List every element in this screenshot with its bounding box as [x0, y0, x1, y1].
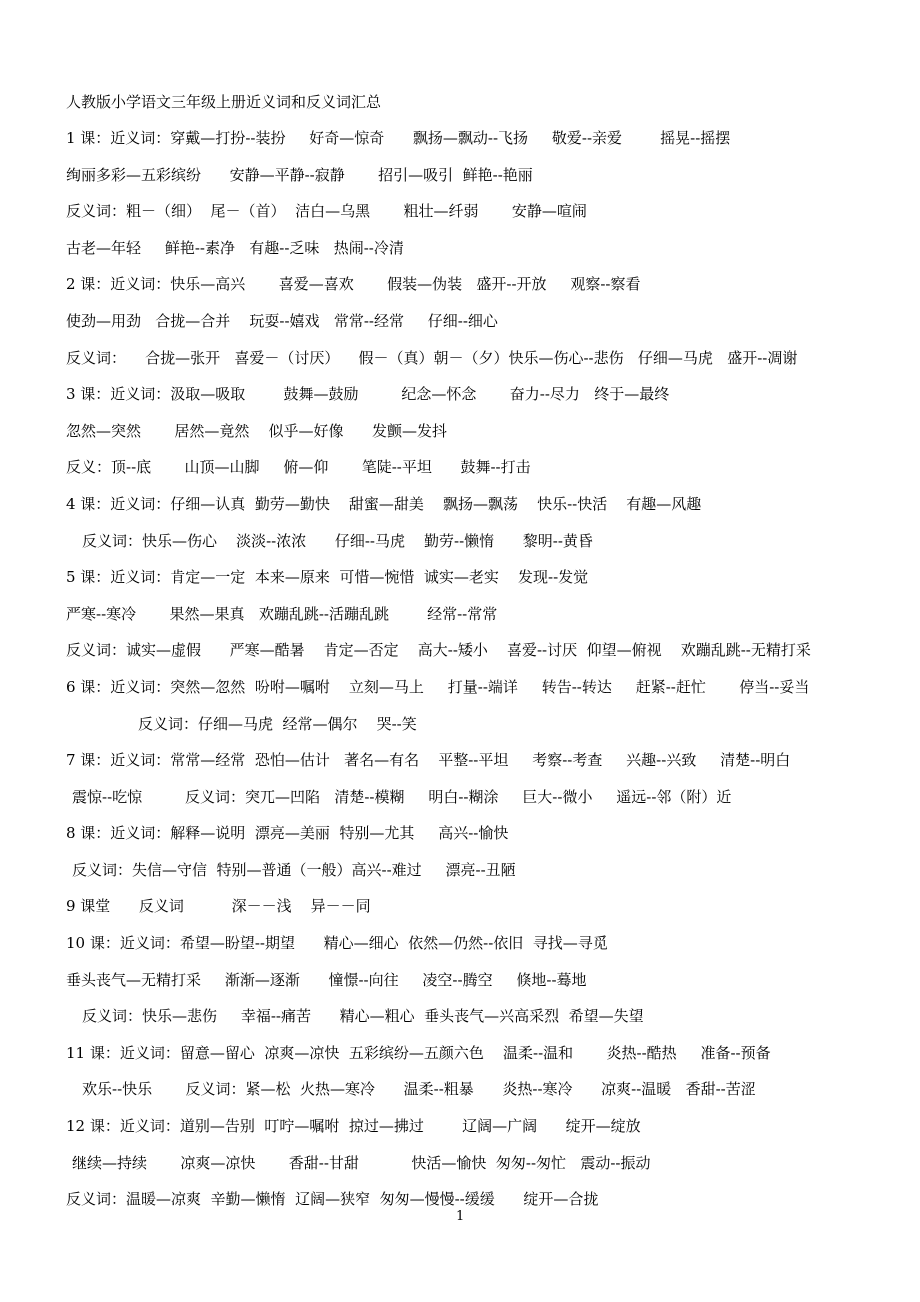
- text-line: 反义词：失信—守信 特别—普通（一般）高兴--难过 漂亮--丑陋: [72, 860, 516, 879]
- text-line: 忽然—突然 居然—竟然 似乎—好像 发颤—发抖: [66, 421, 448, 440]
- text-line: 反义词： 合拢—张开 喜爱－（讨厌） 假－（真）朝－（夕）快乐—伤心--悲伤 仔细—马虎 盛开--凋谢: [66, 348, 798, 367]
- text-line: 绚丽多彩—五彩缤纷 安静—平静--寂静 招引—吸引 鲜艳--艳丽: [66, 165, 533, 184]
- text-line: 严寒--寒冷 果然—果真 欢蹦乱跳--活蹦乱跳 经常--常常: [66, 604, 498, 623]
- text-line: 11 课：近义词：留意—留心 凉爽—凉快 五彩缤纷—五颜六色 温柔--温和 炎热--酷热 准备--预备: [66, 1043, 771, 1062]
- text-line: 4 课：近义词：仔细—认真 勤劳—勤快 甜蜜—甜美 飘扬—飘荡 快乐--快活 有趣—风趣: [66, 494, 702, 513]
- text-line: 反义：顶--底 山顶—山脚 俯—仰 笔陡--平坦 鼓舞--打击: [66, 458, 531, 477]
- text-line: 反义词：快乐—伤心 淡淡--浓浓 仔细--马虎 勤劳--懒惰 黎明--黄昏: [82, 531, 593, 550]
- text-line: 欢乐--快乐 反义词：紧—松 火热—寒冷 温柔--粗暴 炎热--寒冷 凉爽--温暖 香甜--苦涩: [82, 1080, 756, 1099]
- text-line: 6 课：近义词：突然—忽然 吩咐—嘱咐 立刻—马上 打量--端详 转告--转达 赶紧--赶忙 停当--妥当: [66, 677, 810, 696]
- text-line: 反义词：诚实—虚假 严寒—酷暑 肯定—否定 高大--矮小 喜爱--讨厌 仰望—俯视 欢蹦乱跳--无精打采: [66, 641, 811, 660]
- page-number: 1: [456, 1209, 465, 1224]
- text-line: 10 课：近义词：希望—盼望--期望 精心—细心 依然—仍然--依旧 寻找—寻觅: [66, 934, 608, 953]
- text-line: 5 课：近义词：肯定—一定 本来—原来 可惜—惋惜 诚实—老实 发现--发觉: [66, 568, 589, 587]
- text-line: 使劲—用劲 合拢—合并 玩耍--嬉戏 常常--经常 仔细--细心: [66, 311, 498, 330]
- document-title: 人教版小学语文三年级上册近义词和反义词汇总: [66, 93, 382, 111]
- text-line: 反义词：温暖—凉爽 辛勤—懒惰 辽阔—狭窄 匆匆—慢慢--缓缓 绽开—合拢: [66, 1190, 599, 1209]
- text-line: 3 课：近义词：汲取—吸取 鼓舞—鼓励 纪念—怀念 奋力--尽力 终于—最终: [66, 385, 670, 404]
- text-line: 垂头丧气—无精打采 渐渐—逐渐 憧憬--向往 凌空--腾空 倏地--蓦地: [66, 970, 587, 989]
- text-line: 12 课：近义词：道别—告别 叮咛—嘱咐 掠过—拂过 辽阔—广阔 绽开—绽放: [66, 1117, 641, 1136]
- text-line: 反义词：快乐—悲伤 幸福--痛苦 精心—粗心 垂头丧气—兴高采烈 希望—失望: [82, 1007, 644, 1026]
- text-line: 反义词：仔细—马虎 经常—偶尔 哭--笑: [138, 714, 417, 733]
- text-line: 震惊--吃惊 反义词：突兀—凹陷 清楚--模糊 明白--糊涂 巨大--微小 遥远--邻（附）近: [72, 787, 732, 806]
- text-line: 2 课：近义词：快乐—高兴 喜爱—喜欢 假装—伪装 盛开--开放 观察--察看: [66, 275, 641, 294]
- text-line: 7 课：近义词：常常—经常 恐怕—估计 著名—有名 平整--平坦 考察--考查 兴趣--兴致 清楚--明白: [66, 751, 791, 770]
- text-line: 古老—年轻 鲜艳--素净 有趣--乏味 热闹--冷清: [66, 238, 404, 257]
- text-line: 9 课堂 反义词 深－－浅 异－－同: [66, 897, 371, 916]
- text-line: 继续—持续 凉爽—凉快 香甜--甘甜 快活—愉快 匆匆--匆忙 震动--振动: [72, 1153, 651, 1172]
- text-line: 反义词：粗－（细） 尾－（首） 洁白—乌黑 粗壮—纤弱 安静—喧闹: [66, 202, 587, 221]
- vocabulary-list: [0, 127, 920, 1225]
- text-line: 1 课：近义词：穿戴—打扮--装扮 好奇—惊奇 飘扬—飘动--飞扬 敬爱--亲爱 摇晃--摇摆: [66, 129, 731, 147]
- text-line: 8 课：近义词：解释—说明 漂亮—美丽 特别—尤其 高兴--愉快: [66, 824, 509, 843]
